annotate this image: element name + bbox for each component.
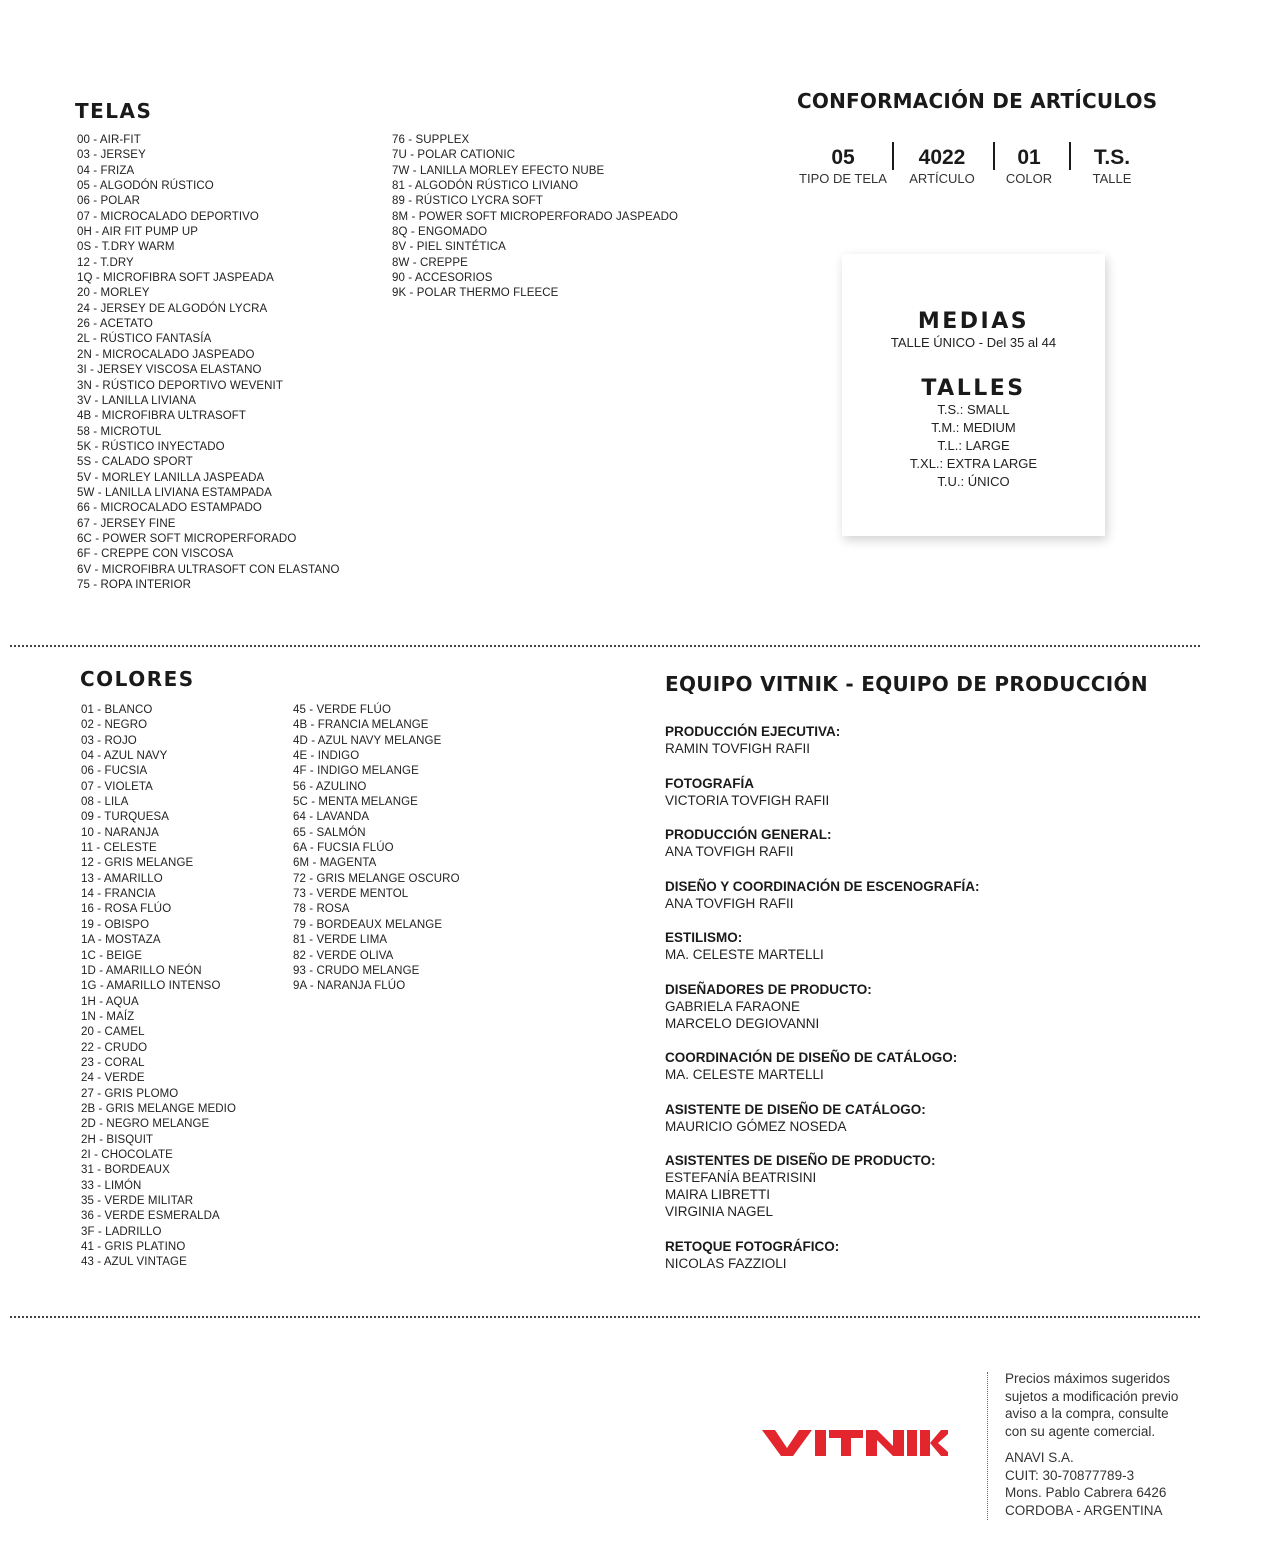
team-group — [665, 878, 1225, 912]
section-divider — [10, 645, 1200, 647]
code-articulo — [903, 145, 981, 187]
team-member-name: ANA TOVFIGH RAFII — [665, 844, 794, 859]
talle-item: T.XL.: EXTRA LARGE — [909, 456, 1038, 471]
color-item: 4B - FRANCIA MELANGE — [293, 719, 429, 732]
team-role: PRODUCCIÓN GENERAL: — [665, 827, 832, 842]
color-item: 41 - GRIS PLATINO — [81, 1241, 186, 1254]
tela-item: 8M - POWER SOFT MICROPERFORADO JASPEADO — [392, 210, 679, 223]
company-line: ANAVI S.A. — [1005, 1450, 1074, 1465]
team-group — [665, 826, 1225, 860]
color-item: 79 - BORDEAUX MELANGE — [293, 918, 443, 931]
color-item: 2B - GRIS MELANGE MEDIO — [81, 1102, 237, 1115]
team-group — [665, 1152, 1225, 1220]
colores-list-col2 — [293, 703, 460, 995]
medias-subtitle: TALLE ÚNICO - Del 35 al 44 — [890, 335, 1057, 350]
color-item: 23 - CORAL — [81, 1056, 145, 1069]
color-item: 3F - LADRILLO — [81, 1225, 162, 1238]
team-group — [665, 1238, 1225, 1272]
tela-item: 6F - CREPPE CON VISCOSA — [77, 548, 234, 561]
tela-item: 9K - POLAR THERMO FLEECE — [392, 287, 559, 300]
disclaimer-line: sujetos a modificación previo — [1005, 1388, 1179, 1404]
tela-item: 8Q - ENGOMADO — [392, 226, 488, 239]
color-item: 16 - ROSA FLÚO — [81, 903, 172, 916]
code-label: TALLE — [1092, 171, 1132, 186]
team-group — [665, 1101, 1225, 1135]
talle-item: T.M.: MEDIUM — [931, 420, 1016, 435]
team-member-name: MAIRA LIBRETTI — [665, 1187, 771, 1202]
company-line: CUIT: 30-70877789-3 — [1005, 1467, 1135, 1483]
tela-item: 07 - MICROCALADO DEPORTIVO — [77, 210, 259, 223]
tela-item: 5W - LANILLA LIVIANA ESTAMPADA — [77, 486, 272, 499]
tela-item: 90 - ACCESORIOS — [392, 272, 493, 285]
color-item: 13 - AMARILLO — [81, 872, 163, 885]
team-member-name: NICOLAS FAZZIOLI — [665, 1255, 787, 1271]
color-item: 12 - GRIS MELANGE — [81, 857, 194, 870]
tela-item: 3V - LANILLA LIVIANA — [77, 394, 196, 407]
color-item: 2D - NEGRO MELANGE — [81, 1118, 210, 1131]
tela-item: 8V - PIEL SINTÉTICA — [392, 241, 506, 254]
code-color — [1001, 145, 1057, 187]
tela-item: 2L - RÚSTICO FANTASÍA — [77, 333, 212, 346]
vitnik-logo — [762, 1426, 948, 1458]
telas-list-col1 — [77, 133, 340, 593]
color-item: 72 - GRIS MELANGE OSCURO — [293, 872, 460, 885]
tela-item: 76 - SUPPLEX — [392, 134, 470, 146]
color-item: 2I - CHOCOLATE — [81, 1148, 173, 1161]
tela-item: 58 - MICROTUL — [77, 425, 162, 438]
team-member-name: ANA TOVFIGH RAFII — [665, 895, 794, 911]
color-item: 04 - AZUL NAVY — [81, 750, 168, 763]
tela-item: 5S - CALADO SPORT — [77, 456, 193, 469]
telas-list-col2 — [392, 133, 678, 302]
team-member-name: RAMIN TOVFIGH RAFII — [665, 741, 811, 756]
team-role: DISEÑADORES DE PRODUCTO: — [665, 981, 872, 997]
section-divider — [10, 1316, 1200, 1318]
team-role: COORDINACIÓN DE DISEÑO DE CATÁLOGO: — [665, 1050, 958, 1065]
color-item: 6A - FUCSIA FLÚO — [293, 842, 394, 855]
color-item: 22 - CRUDO — [81, 1041, 148, 1054]
color-item: 73 - VERDE MENTOL — [293, 888, 409, 901]
tela-item: 03 - JERSEY — [77, 149, 146, 162]
tela-item: 89 - RÚSTICO LYCRA SOFT — [392, 195, 543, 208]
team-role: DISEÑO Y COORDINACIÓN DE ESCENOGRAFÍA: — [665, 878, 980, 894]
color-item: 24 - VERDE — [81, 1072, 145, 1085]
color-item: 1G - AMARILLO INTENSO — [81, 980, 221, 993]
code-tipo-tela — [797, 145, 889, 187]
telas-title: TELAS — [75, 99, 153, 123]
tela-item: 0S - T.DRY WARM — [77, 241, 175, 254]
talles-title: TALLES — [921, 376, 1026, 401]
tela-item: 20 - MORLEY — [77, 287, 150, 300]
color-item: 5C - MENTA MELANGE — [293, 796, 418, 809]
color-item: 1C - BEIGE — [81, 949, 143, 962]
color-item: 9A - NARANJA FLÚO — [293, 980, 406, 993]
team-list — [665, 723, 1225, 1289]
color-item: 4F - INDIGO MELANGE — [293, 765, 419, 778]
color-item: 09 - TURQUESA — [81, 811, 169, 824]
tela-item: 3N - RÚSTICO DEPORTIVO WEVENIT — [77, 379, 283, 392]
disclaimer-line: con su agente comercial. — [1005, 1423, 1156, 1439]
team-group — [665, 775, 1225, 809]
color-item: 4D - AZUL NAVY MELANGE — [293, 734, 442, 747]
tela-item: 26 - ACETATO — [77, 318, 153, 331]
disclaimer-line: Precios máximos sugeridos — [1005, 1371, 1171, 1386]
talle-item: T.L.: LARGE — [937, 438, 1010, 453]
tela-item: 06 - POLAR — [77, 195, 140, 208]
team-role: RETOQUE FOTOGRÁFICO: — [665, 1238, 840, 1254]
company-line: Mons. Pablo Cabrera 6426 — [1005, 1485, 1167, 1500]
color-item: 33 - LIMÓN — [81, 1179, 142, 1192]
footer-text — [1005, 1370, 1255, 1519]
tela-item: 81 - ALGODÓN RÚSTICO LIVIANO — [392, 180, 579, 193]
color-item: 78 - ROSA — [293, 903, 350, 916]
color-item: 02 - NEGRO — [81, 719, 148, 732]
code-separator — [1069, 142, 1071, 170]
color-item: 14 - FRANCIA — [81, 888, 156, 901]
team-member-name: GABRIELA FARAONE — [665, 998, 801, 1014]
tela-item: 5K - RÚSTICO INYECTADO — [77, 440, 225, 453]
conformacion-title: CONFORMACIÓN DE ARTÍCULOS — [797, 89, 1158, 113]
code-talle — [1084, 145, 1140, 187]
tela-item: 0H - AIR FIT PUMP UP — [77, 226, 199, 239]
tela-item: 2N - MICROCALADO JASPEADO — [77, 348, 255, 361]
tela-item: 3I - JERSEY VISCOSA ELASTANO — [77, 364, 262, 377]
tela-item: 1Q - MICROFIBRA SOFT JASPEADA — [77, 272, 274, 285]
talle-item: T.S.: SMALL — [937, 402, 1010, 417]
tela-item: 24 - JERSEY DE ALGODÓN LYCRA — [77, 302, 268, 315]
color-item: 1A - MOSTAZA — [81, 934, 161, 947]
color-item: 1D - AMARILLO NEÓN — [81, 964, 202, 977]
color-item: 43 - AZUL VINTAGE — [81, 1256, 187, 1269]
company-line: CORDOBA - ARGENTINA — [1005, 1502, 1163, 1518]
color-item: 56 - AZULINO — [293, 780, 367, 793]
color-item: 1H - AQUA — [81, 995, 139, 1008]
color-item: 65 - SALMÓN — [293, 826, 366, 839]
color-item: 93 - CRUDO MELANGE — [293, 964, 420, 977]
tela-item: 75 - ROPA INTERIOR — [77, 578, 192, 591]
code-label: TIPO DE TELA — [799, 171, 887, 186]
tela-item: 5V - MORLEY LANILLA JASPEADA — [77, 471, 265, 484]
color-item: 81 - VERDE LIMA — [293, 934, 388, 947]
medias-title: MEDIAS — [917, 309, 1030, 334]
team-member-name: VICTORIA TOVFIGH RAFII — [665, 792, 830, 808]
team-group — [665, 929, 1225, 963]
team-role: ESTILISMO: — [665, 930, 743, 945]
code-value: 05 — [831, 146, 855, 169]
color-item: 11 - CELESTE — [81, 842, 157, 855]
team-member-name: MARCELO DEGIOVANNI — [665, 1015, 820, 1031]
sizes-card — [842, 254, 1105, 536]
tela-item: 7W - LANILLA MORLEY EFECTO NUBE — [392, 164, 605, 177]
color-item: 06 - FUCSIA — [81, 765, 148, 778]
color-item: 1N - MAÍZ — [81, 1010, 135, 1023]
code-value: T.S. — [1093, 146, 1131, 169]
tela-item: 12 - T.DRY — [77, 256, 134, 269]
team-group — [665, 981, 1225, 1032]
disclaimer-line: aviso a la compra, consulte — [1005, 1406, 1169, 1421]
team-role: ASISTENTE DE DISEÑO DE CATÁLOGO: — [665, 1101, 926, 1117]
tela-item: 7U - POLAR CATIONIC — [392, 149, 516, 162]
team-role: PRODUCCIÓN EJECUTIVA: — [665, 724, 841, 739]
color-item: 20 - CAMEL — [81, 1026, 145, 1039]
color-item: 4E - INDIGO — [293, 750, 360, 763]
tela-item: 66 - MICROCALADO ESTAMPADO — [77, 502, 262, 515]
color-item: 01 - BLANCO — [81, 704, 153, 716]
color-item: 64 - LAVANDA — [293, 811, 370, 824]
team-group — [665, 1049, 1225, 1083]
code-label: ARTÍCULO — [909, 171, 975, 186]
talle-item: T.U.: ÚNICO — [937, 474, 1010, 489]
color-item: 19 - OBISPO — [81, 918, 150, 931]
team-member-name: ESTEFANÍA BEATRISINI — [665, 1170, 817, 1185]
color-item: 10 - NARANJA — [81, 826, 159, 839]
tela-item: 00 - AIR-FIT — [77, 134, 141, 146]
footer-divider — [987, 1372, 988, 1520]
color-item: 31 - BORDEAUX — [81, 1164, 170, 1177]
team-member-name: MA. CELESTE MARTELLI — [665, 947, 824, 962]
color-item: 03 - ROJO — [81, 734, 137, 747]
code-separator — [993, 142, 995, 170]
color-item: 36 - VERDE ESMERALDA — [81, 1210, 220, 1223]
colores-list-col1 — [81, 703, 236, 1271]
team-member-name: MAURICIO GÓMEZ NOSEDA — [665, 1118, 847, 1134]
color-item: 35 - VERDE MILITAR — [81, 1195, 194, 1207]
team-title: EQUIPO VITNIK - EQUIPO DE PRODUCCIÓN — [665, 672, 1148, 696]
tela-item: 6V - MICROFIBRA ULTRASOFT CON ELASTANO — [77, 563, 340, 576]
color-item: 27 - GRIS PLOMO — [81, 1087, 179, 1100]
code-label: COLOR — [1005, 171, 1053, 186]
tela-item: 4B - MICROFIBRA ULTRASOFT — [77, 410, 247, 423]
tela-item: 8W - CREPPE — [392, 256, 468, 269]
color-item: 2H - BISQUIT — [81, 1133, 154, 1146]
tela-item: 04 - FRIZA — [77, 164, 135, 177]
tela-item: 67 - JERSEY FINE — [77, 517, 176, 530]
colores-title: COLORES — [80, 667, 195, 691]
color-item: 45 - VERDE FLÚO — [293, 704, 391, 716]
team-member-name: MA. CELESTE MARTELLI — [665, 1067, 824, 1082]
tela-item: 05 - ALGODÓN RÚSTICO — [77, 180, 214, 193]
color-item: 07 - VIOLETA — [81, 780, 153, 793]
code-separator — [892, 142, 894, 170]
code-value: 4022 — [918, 146, 966, 169]
color-item: 08 - LILA — [81, 796, 129, 809]
team-role: FOTOGRAFÍA — [665, 775, 754, 791]
team-group — [665, 723, 1225, 757]
code-value: 01 — [1017, 146, 1041, 169]
team-member-name: VIRGINIA NAGEL — [665, 1204, 774, 1219]
team-role: ASISTENTES DE DISEÑO DE PRODUCTO: — [665, 1153, 936, 1168]
color-item: 6M - MAGENTA — [293, 857, 377, 870]
color-item: 82 - VERDE OLIVA — [293, 949, 394, 962]
tela-item: 6C - POWER SOFT MICROPERFORADO — [77, 532, 297, 545]
